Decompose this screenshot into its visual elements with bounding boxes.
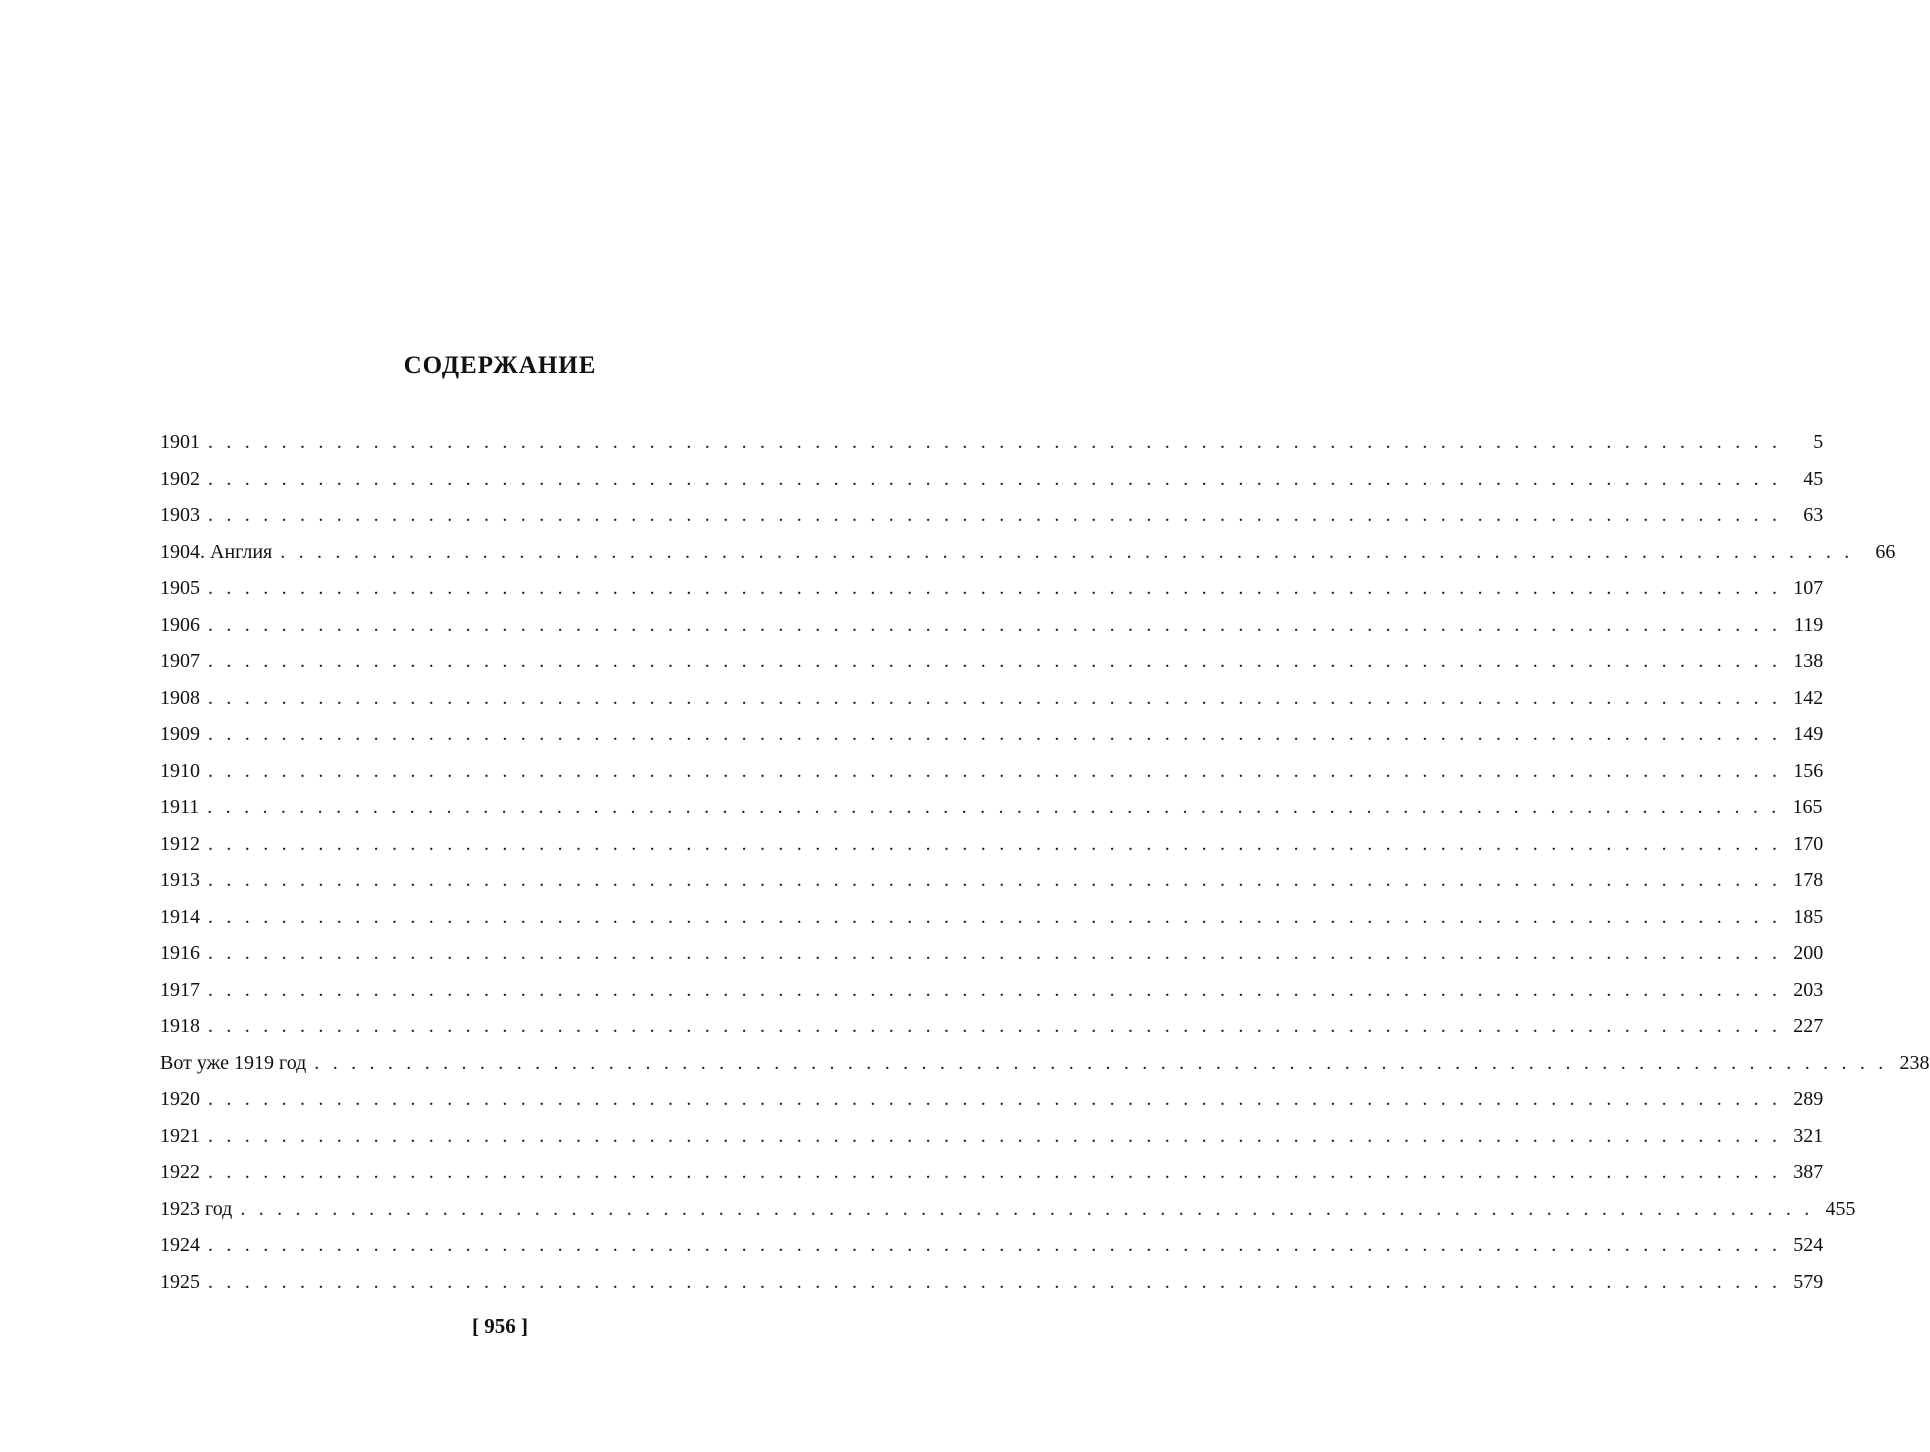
toc-entry: [160, 424, 1824, 461]
toc-entry: [160, 534, 1896, 571]
toc-entry-page: 45: [1803, 467, 1824, 490]
dot-leader: . . . . . . . . . . . . . . . . . . . . . . . . . . . . . . . . . . . . . . . . . . . . . . . . . . . . . . . . . . . . . . . . . . . . . . . . . . . . . . . . . . . . . .: [208, 978, 1782, 1001]
toc-entry: [160, 899, 1824, 936]
toc-entry-title: 1908: [160, 686, 200, 709]
toc-entry-page: 203: [1793, 978, 1824, 1001]
toc-entry: [160, 972, 1824, 1009]
dot-leader: . . . . . . . . . . . . . . . . . . . . . . . . . . . . . . . . . . . . . . . . . . . . . . . . . . . . . . . . . . . . . . . . . . . . . . . . . . . . . . . . . . . . . .: [208, 759, 1782, 782]
dot-leader: . . . . . . . . . . . . . . . . . . . . . . . . . . . . . . . . . . . . . . . . . . . . . . . . . . . . . . . . . . . . . . . . . . . . . . . . . . . . . . . . . . . . . .: [207, 796, 1781, 818]
toc-entry: [160, 607, 1824, 644]
toc-entry: [160, 826, 1824, 863]
dot-leader: . . . . . . . . . . . . . . . . . . . . . . . . . . . . . . . . . . . . . . . . . . . . . . . . . . . . . . . . . . . . . . . . . . . . . . . . . . . . . . . . . . . . . .: [208, 1161, 1782, 1183]
dot-leader: . . . . . . . . . . . . . . . . . . . . . . . . . . . . . . . . . . . . . . . . . . . . . . . . . . . . . . . . . . . . . . . . . . . . . . . . . . . . . . . . . . . . . .: [208, 577, 1782, 599]
toc-entry: [160, 1264, 1824, 1301]
toc-entry-page: 142: [1793, 686, 1824, 709]
toc-entry-page: 5: [1813, 431, 1824, 453]
toc-entry-title: 1921: [160, 1124, 200, 1147]
toc-entry-page: 165: [1792, 796, 1823, 818]
toc-entry: [160, 643, 1824, 680]
dot-leader: . . . . . . . . . . . . . . . . . . . . . . . . . . . . . . . . . . . . . . . . . . . . . . . . . . . . . . . . . . . . . . . . . . . . . . . . . . . . . . . . . . . . . .: [208, 686, 1782, 709]
dot-leader: . . . . . . . . . . . . . . . . . . . . . . . . . . . . . . . . . . . . . . . . . . . . . . . . . . . . . . . . . . . . . . . . . . . . . . . . . . . . . . . . . . . . . .: [208, 1270, 1782, 1293]
dot-leader: . . . . . . . . . . . . . . . . . . . . . . . . . . . . . . . . . . . . . . . . . . . . . . . . . . . . . . . . . . . . . . . . . . . . . . . . . . . . . . . . . . . . . .: [314, 1051, 1888, 1074]
toc-entry: [160, 753, 1824, 790]
toc-entry-title: 1916: [160, 942, 200, 964]
page-number: [ 956 ]: [472, 1314, 528, 1338]
toc-entry: [160, 461, 1824, 498]
toc-entry-page: 149: [1793, 723, 1824, 745]
toc-entry: [160, 1008, 1824, 1045]
dot-leader: . . . . . . . . . . . . . . . . . . . . . . . . . . . . . . . . . . . . . . . . . . . . . . . . . . . . . . . . . . . . . . . . . . . . . . . . . . . . . . . . . . . . . .: [208, 1088, 1782, 1110]
toc-entry: [160, 862, 1824, 899]
toc-entry-page: 107: [1793, 577, 1824, 599]
dot-leader: . . . . . . . . . . . . . . . . . . . . . . . . . . . . . . . . . . . . . . . . . . . . . . . . . . . . . . . . . . . . . . . . . . . . . . . . . . . . . . . . . . . . . .: [208, 869, 1782, 891]
toc-heading: СОДЕРЖАНИЕ: [403, 352, 597, 379]
toc-entry: [160, 789, 1823, 826]
toc-entry: [160, 1081, 1824, 1118]
dot-leader: . . . . . . . . . . . . . . . . . . . . . . . . . . . . . . . . . . . . . . . . . . . . . . . . . . . . . . . . . . . . . . . . . . . . . . . . . . . . . . . . . . . . . .: [208, 723, 1782, 745]
toc-entry-page: 178: [1793, 869, 1824, 891]
toc-entry-title: 1910: [160, 759, 200, 782]
toc-entry-title: 1918: [160, 1015, 200, 1037]
dot-leader: . . . . . . . . . . . . . . . . . . . . . . . . . . . . . . . . . . . . . . . . . . . . . . . . . . . . . . . . . . . . . . . . . . . . . . . . . . . . . . . . . . . . . .: [208, 467, 1782, 490]
dot-leader: . . . . . . . . . . . . . . . . . . . . . . . . . . . . . . . . . . . . . . . . . . . . . . . . . . . . . . . . . . . . . . . . . . . . . . . . . . . . . . . . . . . . . .: [208, 613, 1782, 636]
toc-entry-page: 156: [1793, 759, 1824, 782]
toc-entry-title: 1925: [160, 1270, 200, 1293]
toc-entry-page: 387: [1793, 1161, 1824, 1183]
toc-entry: [160, 1045, 1930, 1082]
toc-entry-page: 63: [1803, 504, 1824, 526]
toc-entry: [160, 1154, 1824, 1191]
toc-entry-title: 1922: [160, 1161, 200, 1183]
toc-entry-page: 321: [1793, 1124, 1824, 1147]
toc-entry-title: 1902: [160, 467, 200, 490]
toc-entry-page: 185: [1793, 905, 1824, 928]
toc-entry-title: Вот уже 1919 год: [160, 1051, 307, 1074]
toc-entry: [160, 1227, 1824, 1264]
dot-leader: . . . . . . . . . . . . . . . . . . . . . . . . . . . . . . . . . . . . . . . . . . . . . . . . . . . . . . . . . . . . . . . . . . . . . . . . . . . . . . . . . . . . . .: [280, 540, 1854, 563]
table-of-contents: [160, 424, 1930, 1300]
dot-leader: . . . . . . . . . . . . . . . . . . . . . . . . . . . . . . . . . . . . . . . . . . . . . . . . . . . . . . . . . . . . . . . . . . . . . . . . . . . . . . . . . . . . . .: [208, 504, 1782, 526]
dot-leader: . . . . . . . . . . . . . . . . . . . . . . . . . . . . . . . . . . . . . . . . . . . . . . . . . . . . . . . . . . . . . . . . . . . . . . . . . . . . . . . . . . . . . .: [240, 1197, 1814, 1220]
toc-entry-page: 170: [1793, 832, 1824, 855]
toc-entry: [160, 680, 1824, 717]
toc-entry-title: 1912: [160, 832, 200, 855]
toc-entry-page: 289: [1793, 1088, 1824, 1110]
toc-entry: [160, 497, 1824, 534]
toc-entry-title: 1907: [160, 650, 200, 672]
toc-entry-title: 1904. Англия: [160, 540, 273, 563]
toc-entry-title: 1901: [160, 431, 200, 453]
dot-leader: . . . . . . . . . . . . . . . . . . . . . . . . . . . . . . . . . . . . . . . . . . . . . . . . . . . . . . . . . . . . . . . . . . . . . . . . . . . . . . . . . . . . . .: [208, 942, 1782, 964]
toc-entry-page: 200: [1793, 942, 1824, 964]
toc-entry-page: 66: [1875, 540, 1896, 563]
toc-entry-page: 227: [1793, 1015, 1824, 1037]
toc-entry-title: 1917: [160, 978, 200, 1001]
toc-entry-page: 455: [1825, 1197, 1856, 1220]
toc-entry-title: 1914: [160, 905, 200, 928]
dot-leader: . . . . . . . . . . . . . . . . . . . . . . . . . . . . . . . . . . . . . . . . . . . . . . . . . . . . . . . . . . . . . . . . . . . . . . . . . . . . . . . . . . . . . .: [208, 650, 1782, 672]
toc-entry-title: 1903: [160, 504, 200, 526]
toc-entry: [160, 935, 1824, 972]
dot-leader: . . . . . . . . . . . . . . . . . . . . . . . . . . . . . . . . . . . . . . . . . . . . . . . . . . . . . . . . . . . . . . . . . . . . . . . . . . . . . . . . . . . . . .: [208, 431, 1782, 453]
toc-entry-title: 1913: [160, 869, 200, 891]
toc-entry-title: 1909: [160, 723, 200, 745]
toc-entry: [160, 1118, 1824, 1155]
toc-entry-title: 1920: [160, 1088, 200, 1110]
toc-entry-page: 579: [1793, 1270, 1824, 1293]
toc-entry-page: 238: [1899, 1051, 1930, 1074]
dot-leader: . . . . . . . . . . . . . . . . . . . . . . . . . . . . . . . . . . . . . . . . . . . . . . . . . . . . . . . . . . . . . . . . . . . . . . . . . . . . . . . . . . . . . .: [208, 1234, 1782, 1256]
toc-entry: [160, 570, 1824, 607]
toc-entry: [160, 716, 1824, 753]
toc-entry-page: 138: [1793, 650, 1824, 672]
toc-entry-page: 524: [1793, 1234, 1824, 1256]
dot-leader: . . . . . . . . . . . . . . . . . . . . . . . . . . . . . . . . . . . . . . . . . . . . . . . . . . . . . . . . . . . . . . . . . . . . . . . . . . . . . . . . . . . . . .: [208, 905, 1782, 928]
toc-entry-title: 1906: [160, 613, 200, 636]
dot-leader: . . . . . . . . . . . . . . . . . . . . . . . . . . . . . . . . . . . . . . . . . . . . . . . . . . . . . . . . . . . . . . . . . . . . . . . . . . . . . . . . . . . . . .: [208, 1015, 1782, 1037]
toc-entry-title: 1905: [160, 577, 200, 599]
toc-entry: [160, 1191, 1856, 1228]
toc-entry-title: 1911: [160, 796, 200, 818]
toc-entry-page: 119: [1793, 613, 1824, 636]
toc-entry-title: 1924: [160, 1234, 200, 1256]
toc-entry-title: 1923 год: [160, 1197, 233, 1220]
dot-leader: . . . . . . . . . . . . . . . . . . . . . . . . . . . . . . . . . . . . . . . . . . . . . . . . . . . . . . . . . . . . . . . . . . . . . . . . . . . . . . . . . . . . . .: [208, 832, 1782, 855]
dot-leader: . . . . . . . . . . . . . . . . . . . . . . . . . . . . . . . . . . . . . . . . . . . . . . . . . . . . . . . . . . . . . . . . . . . . . . . . . . . . . . . . . . . . . .: [208, 1124, 1782, 1147]
